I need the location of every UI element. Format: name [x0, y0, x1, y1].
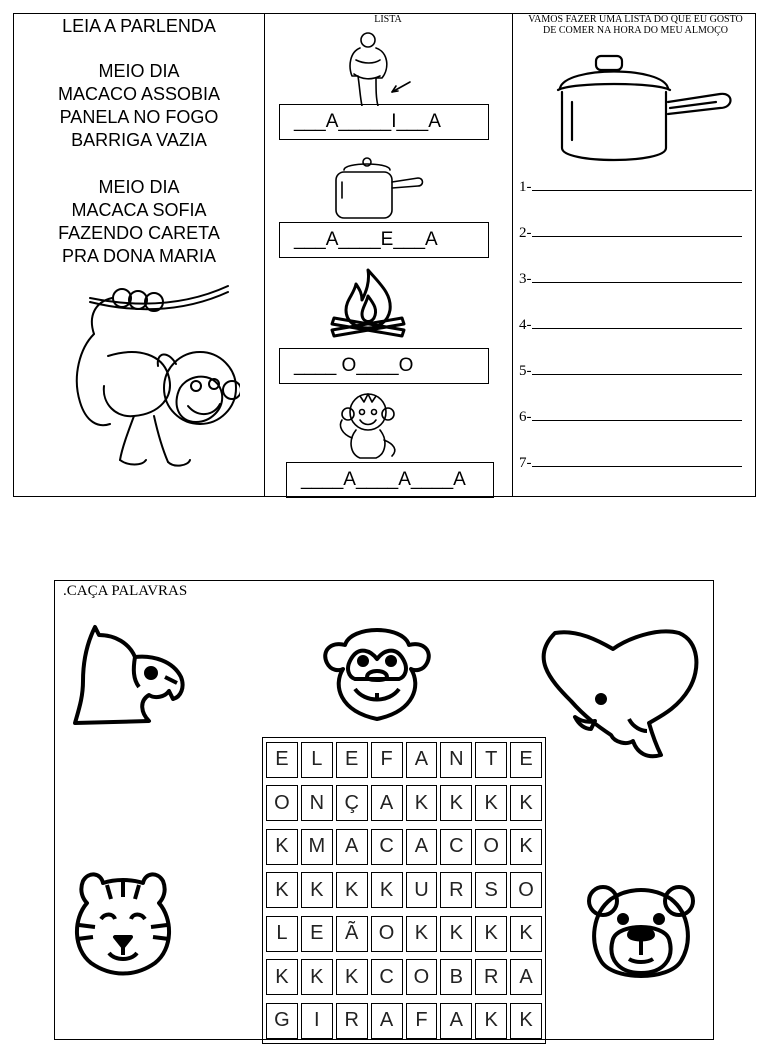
poem-line: PANELA NO FOGO [59, 107, 219, 127]
poem-line: MACACO ASSOBIA [57, 84, 221, 104]
grid-cell[interactable]: K [336, 872, 368, 908]
word-box-fogo[interactable]: ____ O____O [279, 348, 489, 384]
grid-row [263, 825, 545, 869]
grid-cell[interactable]: F [406, 1003, 438, 1039]
grid-cell[interactable]: O [266, 785, 298, 821]
food-list-title [514, 14, 757, 36]
food-list-number: 5- [519, 363, 532, 379]
lista-title: LISTA [374, 14, 402, 25]
grid-cell[interactable]: Ç [336, 785, 368, 821]
poem-title: LEIA A PARLENDA [62, 16, 216, 36]
grid-cell[interactable]: R [336, 1003, 368, 1039]
grid-row [263, 869, 545, 913]
word-box-panela[interactable]: ___A____E___A [279, 222, 489, 258]
grid-cell[interactable]: M [301, 829, 333, 865]
pan-illustration [330, 154, 426, 222]
poem-stanza-1 [14, 60, 264, 152]
grid-cell[interactable]: R [475, 959, 507, 995]
column-divider [512, 14, 513, 496]
grid-cell[interactable]: A [406, 829, 438, 865]
grid-cell[interactable]: A [406, 742, 438, 778]
grid-cell[interactable]: K [266, 959, 298, 995]
food-list-number: 2- [519, 225, 532, 241]
grid-cell[interactable]: G [266, 1003, 298, 1039]
poem-line: FAZENDO CARETA [58, 223, 220, 243]
grid-row [263, 912, 545, 956]
reading-worksheet [13, 13, 756, 497]
grid-cell[interactable]: K [371, 872, 403, 908]
grid-cell[interactable]: O [475, 829, 507, 865]
grid-cell[interactable]: A [371, 1003, 403, 1039]
grid-cell[interactable]: Ã [336, 916, 368, 952]
grid-cell[interactable]: L [266, 916, 298, 952]
grid-cell[interactable]: I [301, 1003, 333, 1039]
grid-cell[interactable]: A [371, 785, 403, 821]
food-list-item[interactable] [519, 314, 742, 334]
food-list-title-line: DE COMER NA HORA DO MEU ALMOÇO [542, 25, 728, 36]
write-line[interactable] [532, 406, 742, 421]
poem-line: MACACA SOFIA [71, 200, 207, 220]
small-monkey-illustration [330, 390, 406, 462]
grid-cell[interactable]: O [510, 872, 542, 908]
food-list-number: 3- [519, 271, 532, 287]
grid-cell[interactable]: C [371, 959, 403, 995]
write-line[interactable] [532, 222, 742, 237]
grid-cell[interactable]: K [510, 916, 542, 952]
person-belly-illustration [330, 30, 430, 106]
grid-cell[interactable]: K [475, 1003, 507, 1039]
grid-cell[interactable]: E [266, 742, 298, 778]
grid-cell[interactable]: N [301, 785, 333, 821]
grid-cell[interactable]: K [266, 829, 298, 865]
grid-row [263, 999, 545, 1043]
food-list-number: 7- [519, 455, 532, 471]
poem-line: PRA DONA MARIA [61, 246, 217, 266]
grid-cell[interactable]: B [440, 959, 472, 995]
grid-cell[interactable]: K [510, 829, 542, 865]
grid-cell[interactable]: E [301, 916, 333, 952]
grid-cell[interactable]: A [510, 959, 542, 995]
bear-icon [585, 883, 697, 985]
grid-row [263, 782, 545, 826]
monkey-icon [315, 615, 439, 727]
poem-stanza-2 [14, 176, 264, 268]
word-search-grid [262, 737, 546, 1044]
grid-cell[interactable]: S [475, 872, 507, 908]
elephant-icon [529, 627, 701, 761]
grid-cell[interactable]: A [336, 829, 368, 865]
grid-cell[interactable]: T [475, 742, 507, 778]
tiger-icon [69, 867, 177, 977]
write-line[interactable] [532, 360, 742, 375]
grid-row [263, 738, 545, 782]
food-list-number: 6- [519, 409, 532, 425]
grid-cell[interactable]: K [406, 916, 438, 952]
monkey-hanging-illustration [50, 276, 240, 468]
grid-cell[interactable]: K [301, 872, 333, 908]
write-line[interactable] [532, 452, 742, 467]
write-line[interactable] [532, 268, 742, 283]
food-list-item[interactable] [519, 406, 742, 426]
write-line[interactable] [532, 314, 742, 329]
word-box-barriga[interactable]: ___A_____I___A [279, 104, 489, 140]
grid-cell[interactable]: K [510, 1003, 542, 1039]
grid-cell[interactable]: K [475, 916, 507, 952]
food-list-number: 4- [519, 317, 532, 333]
grid-cell[interactable]: F [371, 742, 403, 778]
grid-cell[interactable]: E [510, 742, 542, 778]
grid-cell[interactable]: C [440, 829, 472, 865]
poem-line: MEIO DIA [98, 61, 180, 81]
grid-cell[interactable]: K [406, 785, 438, 821]
grid-cell[interactable]: R [440, 872, 472, 908]
word-box-macaca[interactable]: ____A____A____A [286, 462, 494, 498]
grid-cell[interactable]: E [336, 742, 368, 778]
food-list-item[interactable] [519, 268, 742, 288]
grid-cell[interactable]: U [406, 872, 438, 908]
word-search-title: .CAÇA PALAVRAS [63, 583, 188, 599]
column-divider [264, 14, 265, 496]
food-list-item[interactable] [519, 176, 752, 196]
grid-cell[interactable]: K [266, 872, 298, 908]
food-list-number: 1- [519, 179, 532, 195]
grid-cell[interactable]: L [301, 742, 333, 778]
food-list-title-line: VAMOS FAZER UMA LISTA DO QUE EU GOSTO [528, 14, 743, 25]
grid-cell[interactable]: O [406, 959, 438, 995]
grid-cell[interactable]: K [336, 959, 368, 995]
grid-cell[interactable]: K [510, 785, 542, 821]
grid-cell[interactable]: K [440, 916, 472, 952]
grid-cell[interactable]: C [371, 829, 403, 865]
grid-row [263, 956, 545, 1000]
food-list-item[interactable] [519, 222, 742, 242]
word-search-worksheet [54, 580, 714, 1040]
eagle-icon [69, 621, 193, 731]
grid-cell[interactable]: K [301, 959, 333, 995]
grid-cell[interactable]: N [440, 742, 472, 778]
cooking-pot-illustration [552, 52, 736, 164]
grid-cell[interactable]: A [440, 1003, 472, 1039]
fire-illustration [326, 266, 410, 338]
poem-line: BARRIGA VAZIA [71, 130, 207, 150]
food-list-item[interactable] [519, 360, 742, 380]
grid-cell[interactable]: K [475, 785, 507, 821]
write-line[interactable] [532, 176, 752, 191]
food-list-item[interactable] [519, 452, 742, 472]
grid-cell[interactable]: K [440, 785, 472, 821]
poem-line: MEIO DIA [98, 177, 180, 197]
grid-cell[interactable]: O [371, 916, 403, 952]
